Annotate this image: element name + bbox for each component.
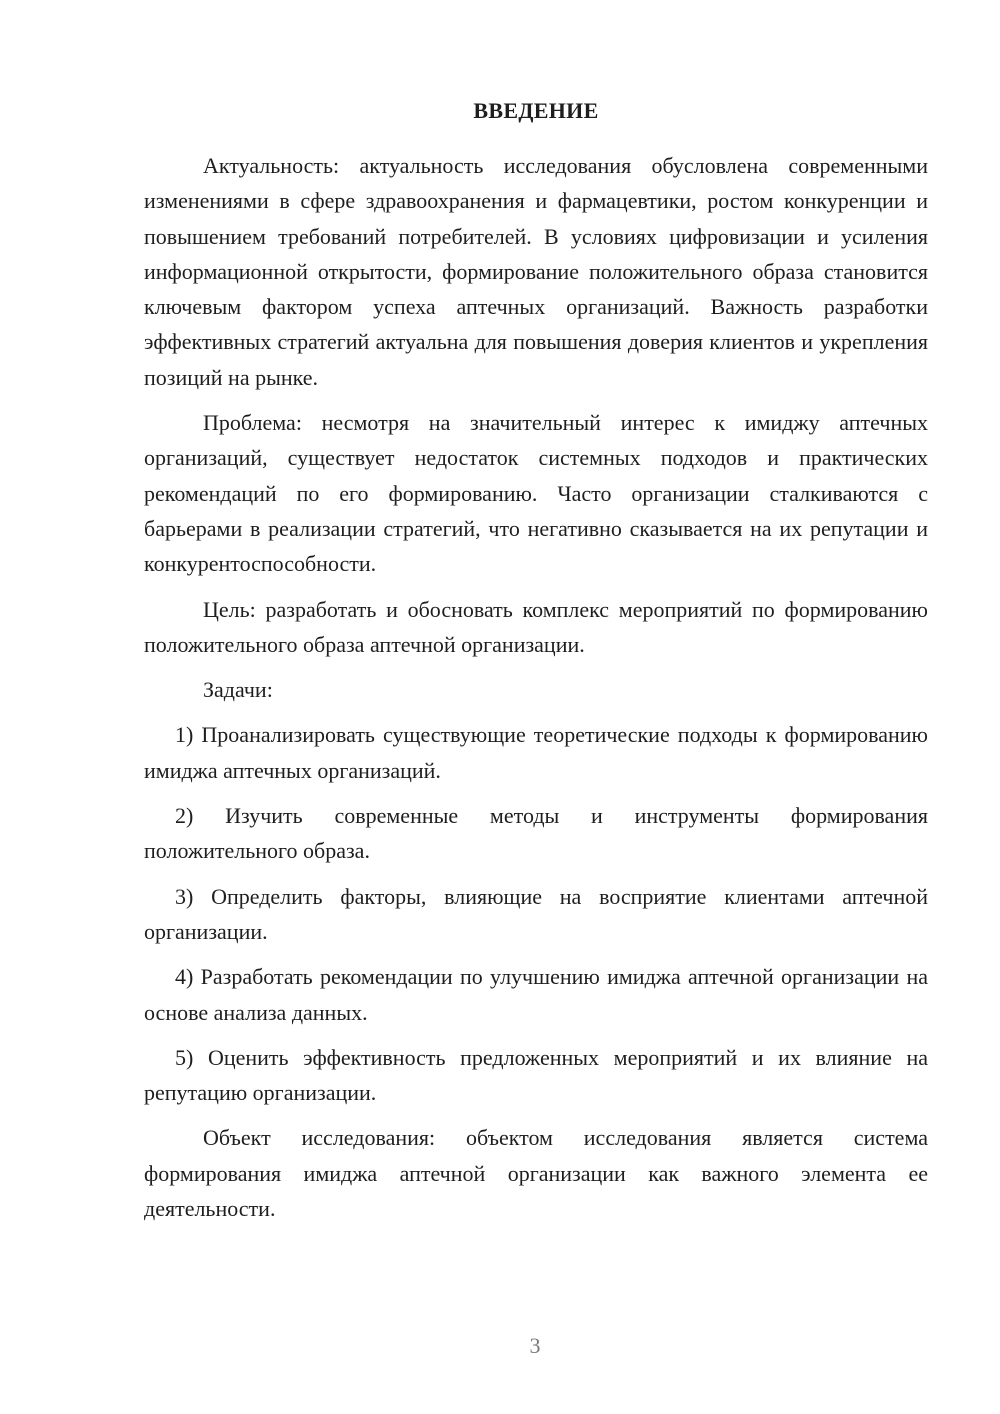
object-paragraph: Объект исследования: объектом исследования является система формирования имиджа аптечной организации как важного элемента ее деятельности. — [144, 1125, 928, 1222]
problem-paragraph: Проблема: несмотря на значительный интерес к имиджу аптечных организаций, существует недостаток системных подходов и практических рекомендаций по его формированию. Часто организации сталкиваются с барьерами в реализации стратегий, что негативно сказывается на их репутации и конкурентоспособности. — [144, 410, 928, 577]
task-item: 5) Оценить эффективность предложенных мероприятий и их влияние на репутацию организации. — [144, 1044, 928, 1106]
tasks-list — [144, 717, 928, 1110]
task-item: 3) Определить факторы, влияющие на восприятие клиентами аптечной организации. — [144, 883, 928, 944]
page-number: 3 — [529, 1333, 541, 1358]
tasks-label: Задачи: — [203, 677, 273, 703]
relevance-paragraph: Актуальность: актуальность исследования обусловлена современными изменениями в сфере здравоохранения и фармацевтики, ростом конкуренции и повышением требований потребителей. В условиях цифровизации и усиления информационной открытости, формирование положительного образа становится ключевым фактором успеха аптечных организаций. Важность разработки эффективных стратегий актуальна для повышения доверия клиентов и укрепления позиций на рынке. — [144, 153, 928, 390]
task-item: 1) Проанализировать существующие теоретические подходы к формированию имиджа аптечных организаций. — [144, 722, 928, 783]
page-title: ВВЕДЕНИЕ — [473, 98, 599, 123]
document-page — [144, 96, 928, 1236]
task-item: 2) Изучить современные методы и инструменты формирования положительного образа. — [144, 803, 928, 864]
task-item: 4) Разработать рекомендации по улучшению имиджа аптечной организации на основе анализа данных. — [144, 964, 928, 1025]
goal-paragraph: Цель: разработать и обосновать комплекс мероприятий по формированию положительного образа аптечной организации. — [144, 596, 928, 657]
